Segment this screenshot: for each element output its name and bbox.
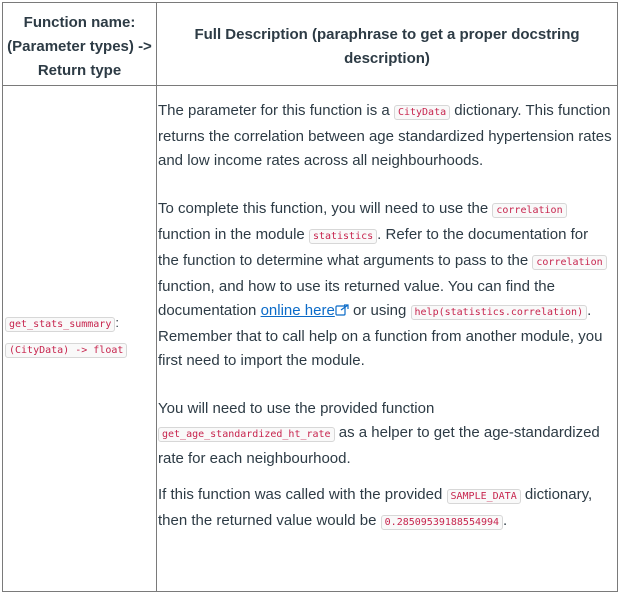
- header-right-line2: description): [344, 50, 430, 67]
- external-link-icon[interactable]: [335, 302, 349, 319]
- header-left-line2: (Parameter types) ->: [7, 38, 152, 55]
- correlation-code-2: correlation: [532, 255, 606, 270]
- column-divider: [156, 3, 157, 591]
- header-left-line1: Function name:: [23, 14, 136, 31]
- correlation-code: correlation: [492, 203, 566, 218]
- signature-colon: :: [115, 315, 119, 330]
- function-name-code: get_stats_summary: [5, 317, 115, 332]
- signature-cell: [5, 311, 153, 363]
- description-paragraph-3: You will need to use the provided function get_age_standardized_ht_rate as a helper to get the age-standardized rate for each neighbourhood.: [158, 400, 600, 467]
- citydata-code: CityData: [394, 105, 450, 120]
- function-types-code: (CityData) -> float: [5, 343, 127, 358]
- header-full-description: [157, 23, 617, 71]
- header-divider: [3, 85, 617, 86]
- description-paragraph-4: If this function was called with the provided SAMPLE_DATA dictionary, then the returned value would be 0.28509539188554994 .: [158, 486, 593, 529]
- header-left-line3: Return type: [37, 62, 122, 79]
- statistics-code: statistics: [309, 229, 377, 244]
- function-table: [2, 2, 618, 592]
- header-right-line1: Full Description (paraphrase to get a proper docstring: [194, 26, 580, 43]
- online-here-link[interactable]: online here: [260, 302, 335, 319]
- description-cell: [158, 99, 613, 535]
- helper-function-code: get_age_standardized_ht_rate: [158, 427, 335, 442]
- help-statistics-code: help(statistics.correlation): [411, 305, 588, 320]
- header-function-name: [3, 11, 156, 83]
- description-paragraph-1: The parameter for this function is a CityData dictionary. This function returns the correlation between age standardized hypertension rates and low income rates across all neighbourhoods.: [158, 102, 612, 169]
- sample-data-code: SAMPLE_DATA: [447, 489, 521, 504]
- description-paragraph-2: To complete this function, you will need to use the correlation function in the module statistics . Refer to the documentation for the function to determine what arguments to pass to the correlation function, and how to use its returned value. You can find the documentation online here or using help(statistics.correlation) . Remember that to call help on a function from another module, you first need to import the module.: [158, 197, 613, 373]
- return-value-code: 0.28509539188554994: [381, 515, 503, 530]
